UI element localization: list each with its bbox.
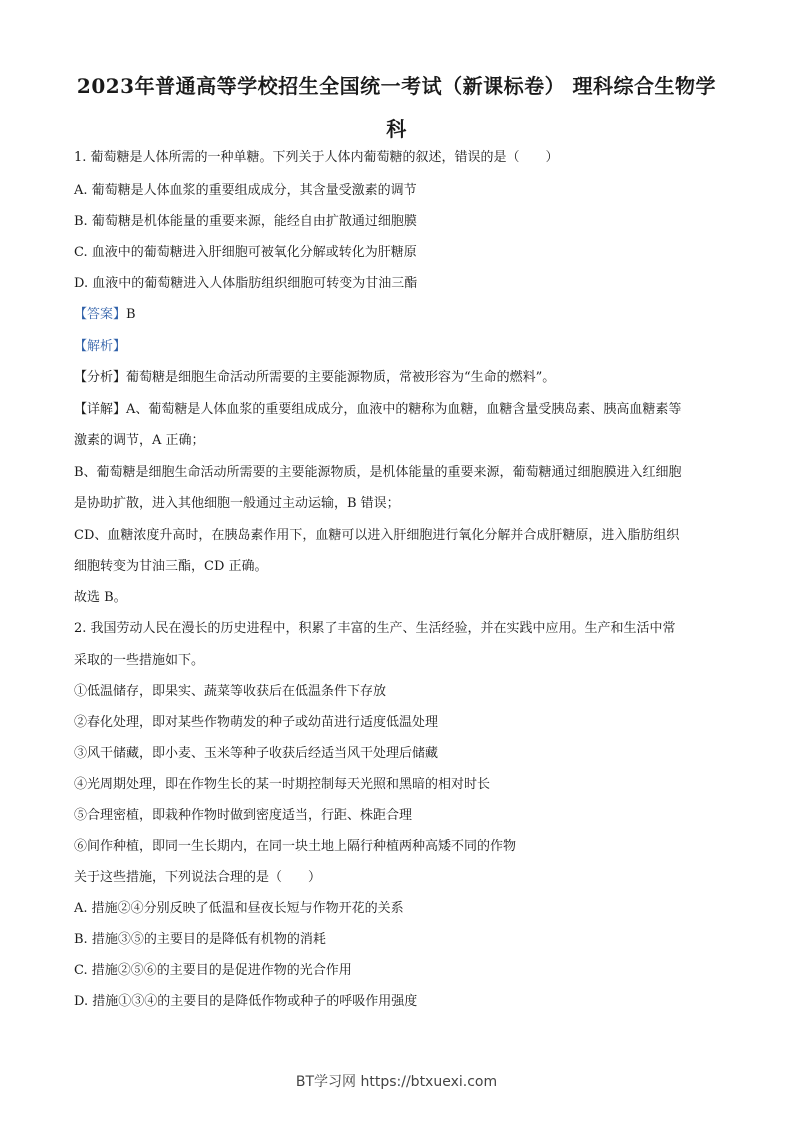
measure-6: ⑥间作种植，即同一生长期内，在同一块土地上隔行种植两种高矮不同的作物 — [74, 839, 517, 854]
question-2-option-b: B. 措施③⑤的主要目的是降低有机物的消耗 — [74, 932, 326, 947]
question-1-option-c: C. 血液中的葡萄糖进入肝细胞可被氧化分解或转化为肝糖原 — [74, 245, 417, 260]
question-1-stem: 1. 葡萄糖是人体所需的一种单糖。下列关于人体内葡萄糖的叙述，错误的是（ ） — [74, 150, 559, 165]
measure-1: ①低温储存，即果实、蔬菜等收获后在低温条件下存放 — [74, 684, 387, 699]
question-1-option-a: A. 葡萄糖是人体血浆的重要组成成分，其含量受激素的调节 — [74, 183, 417, 198]
explanation-b-line-2: 是协助扩散，进入其他细胞一般通过主动运输，B 错误； — [74, 496, 400, 511]
question-1-option-b: B. 葡萄糖是机体能量的重要来源，能经自由扩散通过细胞膜 — [74, 214, 417, 229]
question-2-option-a: A. 措施②④分别反映了低温和昼夜长短与作物开花的关系 — [74, 901, 404, 916]
analysis-line — [74, 338, 126, 356]
answer-line — [74, 306, 136, 324]
fenxi-line — [74, 369, 555, 387]
explanation-b-line-1: B、葡萄糖是细胞生命活动所需要的主要能源物质，是机体能量的重要来源，葡萄糖通过细胞膜进入红细胞 — [74, 465, 682, 480]
measure-5: ⑤合理密植，即栽种作物时做到密度适当，行距、株距合理 — [74, 808, 413, 823]
answer-value: B — [126, 307, 136, 322]
question-2-option-c: C. 措施②⑤⑥的主要目的是促进作物的光合作用 — [74, 963, 352, 978]
analysis-tag: 【解析】 — [74, 339, 127, 354]
xiangjie-tag: 【详解】 — [74, 402, 127, 417]
fenxi-text: 葡萄糖是细胞生命活动所需要的主要能源物质，常被形容为“生命的燃料”。 — [126, 370, 556, 385]
measure-2: ②春化处理，即对某些作物萌发的种子或幼苗进行适度低温处理 — [74, 715, 439, 730]
answer-tag: 【答案】 — [74, 307, 127, 322]
question-2-option-d: D. 措施①③④的主要目的是降低作物或种子的呼吸作用强度 — [74, 994, 418, 1009]
xiangjie-line-2: 激素的调节，A 正确； — [74, 433, 205, 448]
xiangjie-text: A、葡萄糖是人体血浆的重要组成成分，血液中的糖称为血糖，血糖含量受胰岛素、胰高血糖素等 — [126, 402, 682, 417]
page-title: 2023年普通高等学校招生全国统一考试（新课标卷） 理科综合生物学 — [76, 74, 717, 98]
question-2-prompt: 关于这些措施，下列说法合理的是（ ） — [74, 870, 322, 885]
fenxi-tag: 【分析】 — [74, 370, 127, 385]
xiangjie-line — [74, 401, 681, 419]
conclusion-line: 故选 B。 — [74, 590, 127, 605]
question-1-option-d: D. 血液中的葡萄糖进入人体脂肪组织细胞可转变为甘油三酯 — [74, 276, 418, 291]
page-title-continued: 科 — [386, 117, 407, 141]
measure-3: ③风干储藏，即小麦、玉米等种子收获后经适当风干处理后储藏 — [74, 746, 439, 761]
footer-watermark: BT学习网 https://btxuexi.com — [295, 1074, 498, 1090]
explanation-cd-line-2: 细胞转变为甘油三酯，CD 正确。 — [74, 559, 268, 574]
measure-4: ④光周期处理，即在作物生长的某一时期控制每天光照和黑暗的相对时长 — [74, 777, 491, 792]
explanation-cd-line-1: CD、血糖浓度升高时，在胰岛素作用下，血糖可以进入肝细胞进行氧化分解并合成肝糖原，进入脂肪组织 — [74, 528, 680, 543]
question-2-stem-line-2: 采取的一些措施如下。 — [74, 653, 205, 668]
question-2-stem-line-1: 2. 我国劳动人民在漫长的历史进程中，积累了丰富的生产、生活经验，并在实践中应用。生产和生活中常 — [74, 621, 676, 636]
